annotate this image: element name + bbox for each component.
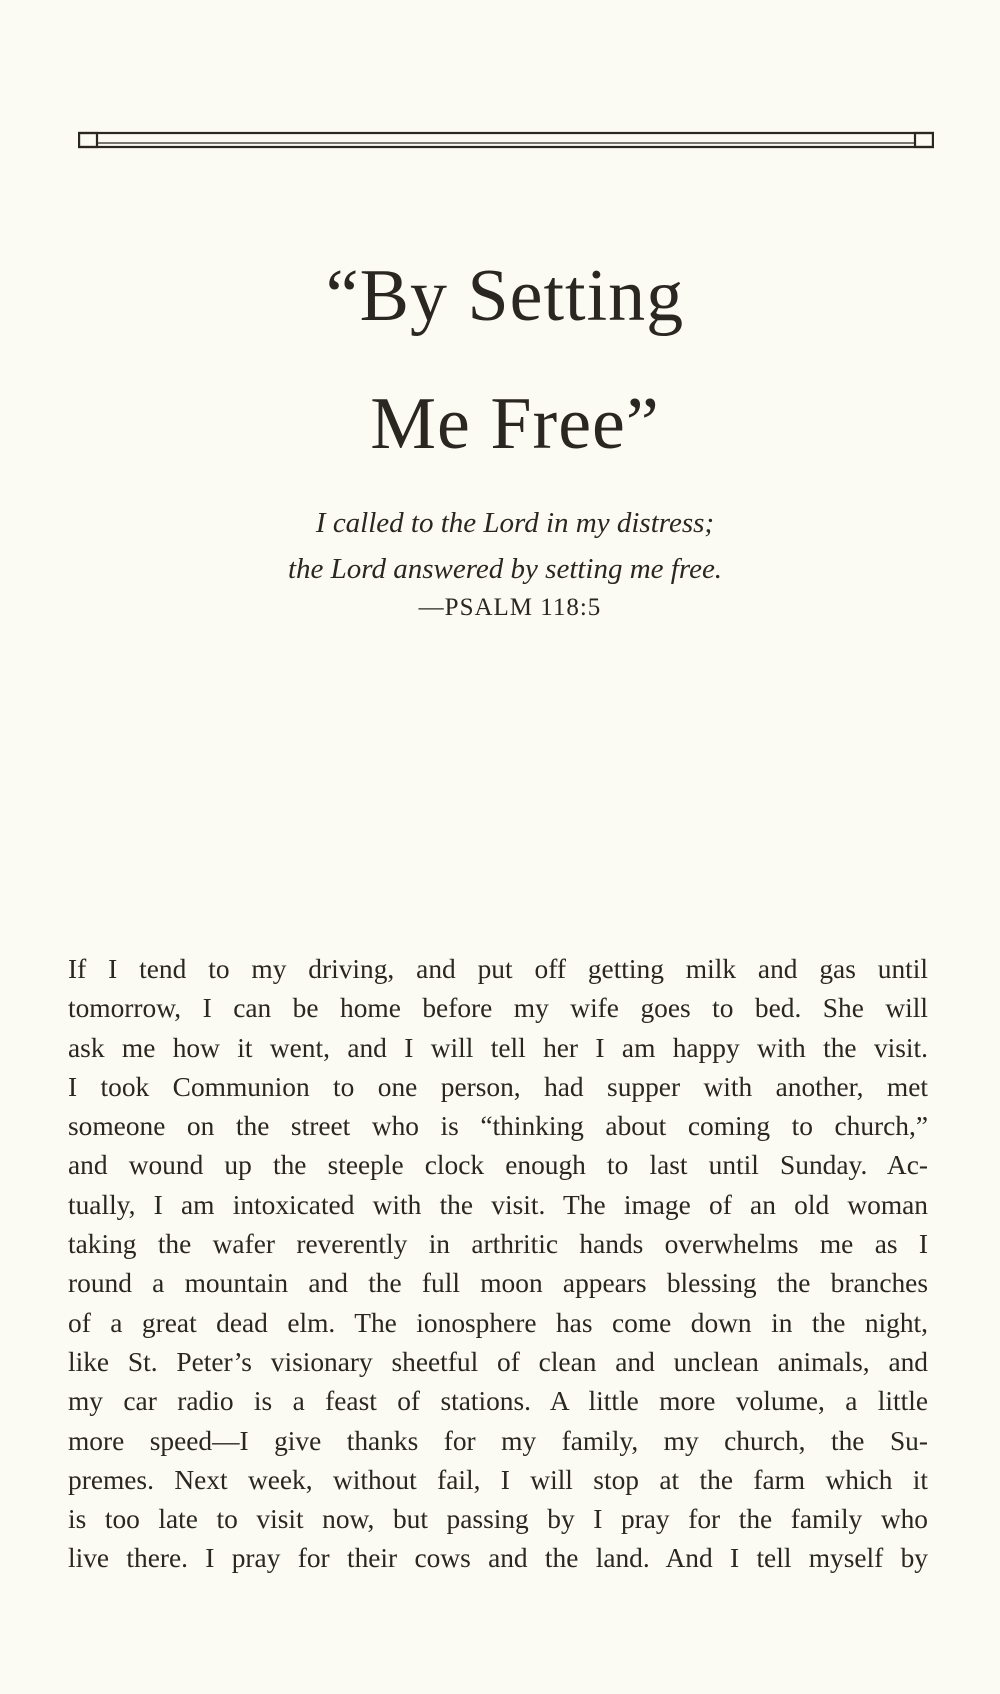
body-line: my car radio is a feast of stations. A little more volume, a little	[68, 1386, 928, 1417]
epigraph-line-2: the Lord answered by setting me free.	[287, 553, 723, 585]
chapter-title-line-2: Me Free”	[370, 383, 660, 465]
body-line: premes. Next week, without fail, I will stop at the farm which it	[68, 1464, 928, 1495]
decorative-rule	[78, 130, 934, 150]
body-line: is too late to visit now, but passing by I pray for the family who	[68, 1504, 928, 1535]
body-line: like St. Peter’s visionary sheetful of clean and unclean animals, and	[68, 1346, 928, 1377]
body-line: live there. I pray for their cows and the land. And I tell myself by	[68, 1543, 928, 1574]
body-line: of a great dead elm. The ionosphere has come down in the night,	[68, 1307, 928, 1338]
body-line: ask me how it went, and I will tell her I am happy with the visit.	[68, 1032, 928, 1063]
body-line: more speed—I give thanks for my family, my church, the Su-	[68, 1425, 928, 1456]
epigraph-attribution: —PSALM 118:5	[418, 594, 602, 621]
epigraph	[0, 500, 1000, 592]
body-line: round a mountain and the full moon appears blessing the branches	[68, 1268, 928, 1299]
body-line: taking the wafer reverently in arthritic hands overwhelms me as I	[68, 1229, 928, 1260]
body-line: I took Communion to one person, had supper with another, met	[68, 1071, 928, 1102]
body-line: and wound up the steeple clock enough to last until Sunday. Ac-	[68, 1150, 928, 1181]
body-line: tomorrow, I can be home before my wife goes to bed. She will	[68, 993, 928, 1024]
body-line: someone on the street who is “thinking about coming to church,”	[68, 1111, 928, 1142]
chapter-title-line-1: “By Setting	[325, 255, 685, 337]
epigraph-line-1: I called to the Lord in my distress;	[315, 507, 715, 539]
body-line: tually, I am intoxicated with the visit. The image of an old woman	[68, 1189, 928, 1220]
chapter-title	[0, 232, 1000, 488]
body-paragraph	[68, 950, 928, 1579]
body-line: If I tend to my driving, and put off getting milk and gas until	[68, 954, 928, 984]
